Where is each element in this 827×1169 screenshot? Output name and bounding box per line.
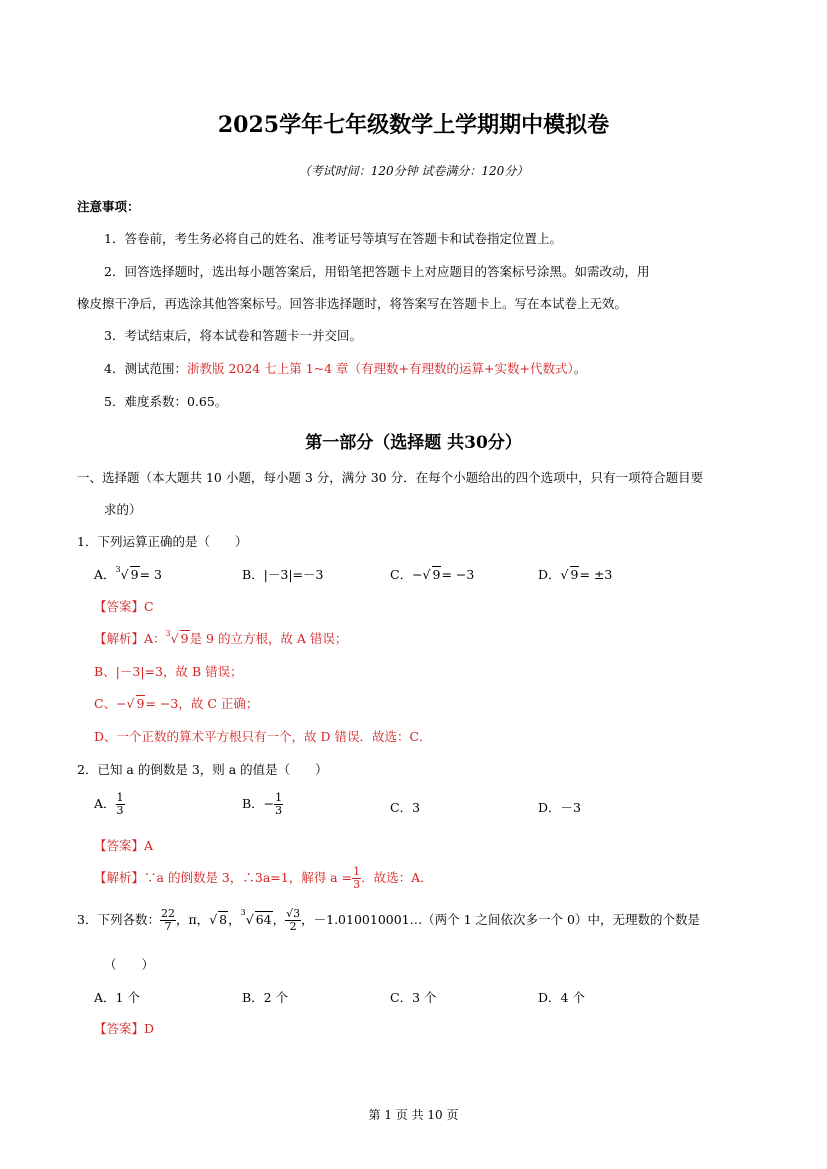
instruction-line-1: 一、选择题（本大题共 10 小题，每小题 3 分，满分 30 分．在每个小题给出的四个选项中，只有一项符合题目要: [77, 470, 704, 485]
note-5: 5．难度系数：0.65。: [104, 394, 228, 409]
q3-stem: 3．下列各数： $\frac{22}{7}$ ，π，√ 8，$^3$√ 64， $\frac{√3}{2}$ ，－1.010010001…（两个 1 之间依次多一个 0）中，无理数的个数是: [77, 907, 700, 933]
radicand: 9: [180, 631, 189, 646]
analysis-tag: 【解析】: [94, 870, 145, 885]
q3-stem-start: 3．下列各数：: [77, 912, 160, 927]
q3-option-b: B．2 个: [242, 990, 289, 1005]
q2-option-d: D．－3: [538, 800, 581, 815]
note-4-label: 4．测试范围：: [104, 361, 187, 376]
radical-sign: √: [126, 696, 135, 711]
cube-root-index: 3: [240, 908, 246, 917]
analysis-text: A：: [144, 631, 166, 646]
fraction: [352, 866, 361, 891]
q2-b-label: B．−: [242, 796, 275, 811]
answer-tag: 【答案】: [94, 599, 145, 614]
analysis-text: ∵a 的倒数是 3，∴3a=1，解得 a =: [144, 870, 353, 885]
q3-answer: [94, 1019, 154, 1037]
cube-root-index: 3: [115, 565, 121, 574]
note-2: 2．回答选择题时，选出每小题答案后，用铅笔把答题卡上对应题目的答案标号涂黑。如需改动，用: [104, 264, 650, 279]
radicand: 3: [293, 907, 301, 920]
q1-option-b: B．|－3|=－3: [242, 567, 324, 582]
q2-stem: 2．已知 a 的倒数是 3，则 a 的值是（ ）: [77, 762, 328, 777]
answer-value: A: [144, 838, 154, 853]
note-3: 3．考试结束后，将本试卷和答题卡一并交回。: [104, 328, 362, 343]
q1-a-label: A．: [94, 567, 116, 582]
numerator: 1: [275, 791, 283, 804]
q1-option-d: [538, 565, 612, 583]
note-1: 1．答卷前，考生务必将自己的姓名、准考证号等填写在答题卡和试卷指定位置上。: [104, 231, 562, 246]
q2-option-a: [94, 792, 125, 817]
q2-option-b: [242, 792, 283, 817]
analysis-tag: 【解析】: [94, 631, 145, 646]
fraction: [274, 792, 283, 817]
test-scope: 浙教版 2024 七上第 1~4 章（有理数+有理数的运算+实数+代数式）: [186, 361, 574, 376]
note-2-cont: 橡皮擦干净后，再选涂其他答案标号。回答非选择题时，将答案写在答题卡上。写在本试卷上无效。: [77, 296, 628, 311]
instruction-line-2: 求的）: [104, 502, 142, 517]
q2-a-label: A．: [94, 796, 116, 811]
analysis-text: C、−: [94, 696, 127, 711]
radical-sign: √: [170, 631, 179, 646]
answer-tag: 【答案】: [94, 1021, 145, 1036]
radical-sign: √: [286, 907, 294, 920]
q1-c-tail: = −3: [441, 567, 475, 582]
q1-analysis-4: D、一个正数的算术平方根只有一个，故 D 错误．故选：C．: [94, 729, 432, 744]
q1-c-label: C．−: [390, 567, 423, 582]
q3-option-d: D．4 个: [538, 990, 585, 1005]
analysis-text: = −3，故 C 正确；: [145, 696, 259, 711]
radical-sign: √: [120, 567, 129, 582]
q3-option-a: A．1 个: [94, 990, 140, 1005]
q1-analysis-2: B、|－3|=3，故 B 错误；: [94, 664, 243, 679]
q1-analysis-3: [94, 694, 258, 712]
denominator: 3: [116, 804, 124, 817]
note-4-end: 。: [573, 361, 587, 376]
answer-value: C: [144, 599, 154, 614]
denominator: 7: [164, 920, 172, 933]
radicand: 9: [432, 567, 441, 582]
radicand: 9: [130, 567, 139, 582]
q3-stem-tail: ，－1.010010001…（两个 1 之间依次多一个 0）中，无理数的个数是: [301, 912, 700, 927]
answer-tag: 【答案】: [94, 838, 145, 853]
radical-sign: √: [422, 567, 431, 582]
denominator: 2: [289, 920, 297, 933]
radical-sign: √: [209, 912, 218, 927]
notes-heading: 注意事项：: [77, 199, 140, 214]
radicand: 9: [136, 696, 145, 711]
q1-analysis-1: [94, 629, 347, 647]
q1-option-c: [390, 565, 474, 583]
q1-d-label: D．: [538, 567, 561, 582]
numerator: 1: [116, 791, 124, 804]
q3-option-c: C．3 个: [390, 990, 437, 1005]
page-title: 2025学年七年级数学上学期期中模拟卷: [217, 112, 610, 138]
q3-stem-line-2: （ ）: [104, 957, 155, 972]
fraction-22-7: [160, 908, 176, 933]
section-title: 第一部分（选择题 共30分）: [305, 433, 522, 453]
analysis-text: 是 9 的立方根，故 A 错误；: [189, 631, 348, 646]
q1-stem: 1．下列运算正确的是（ ）: [77, 534, 248, 549]
q1-option-a: [94, 565, 162, 583]
answer-value: D: [144, 1021, 155, 1036]
fraction: [116, 792, 125, 817]
radical-sign: √: [560, 567, 569, 582]
radicand: 8: [219, 912, 228, 927]
q1-d-tail: = ±3: [579, 567, 613, 582]
exam-info: （考试时间：120分钟 试卷满分：120分）: [298, 164, 529, 178]
denominator: 3: [353, 878, 361, 891]
page-footer: 第 1 页 共 10 页: [368, 1108, 459, 1122]
denominator: 3: [275, 804, 283, 817]
numerator: 22: [160, 907, 175, 920]
analysis-text: ．故选：A．: [361, 870, 433, 885]
radicand: 9: [570, 567, 579, 582]
q2-option-c: C．3: [390, 800, 421, 815]
radical-sign: √: [245, 912, 254, 927]
cube-root-index: 3: [165, 629, 171, 638]
note-4: [104, 359, 586, 377]
fraction-sqrt3-2: [285, 908, 301, 933]
q2-answer: [94, 836, 153, 854]
q2-analysis: [94, 866, 433, 891]
q1-answer: [94, 597, 154, 615]
q1-a-tail: = 3: [139, 567, 162, 582]
q3-stem-mid: ，π，: [175, 912, 210, 927]
radicand: 64: [255, 912, 272, 927]
numerator: 1: [353, 865, 361, 878]
